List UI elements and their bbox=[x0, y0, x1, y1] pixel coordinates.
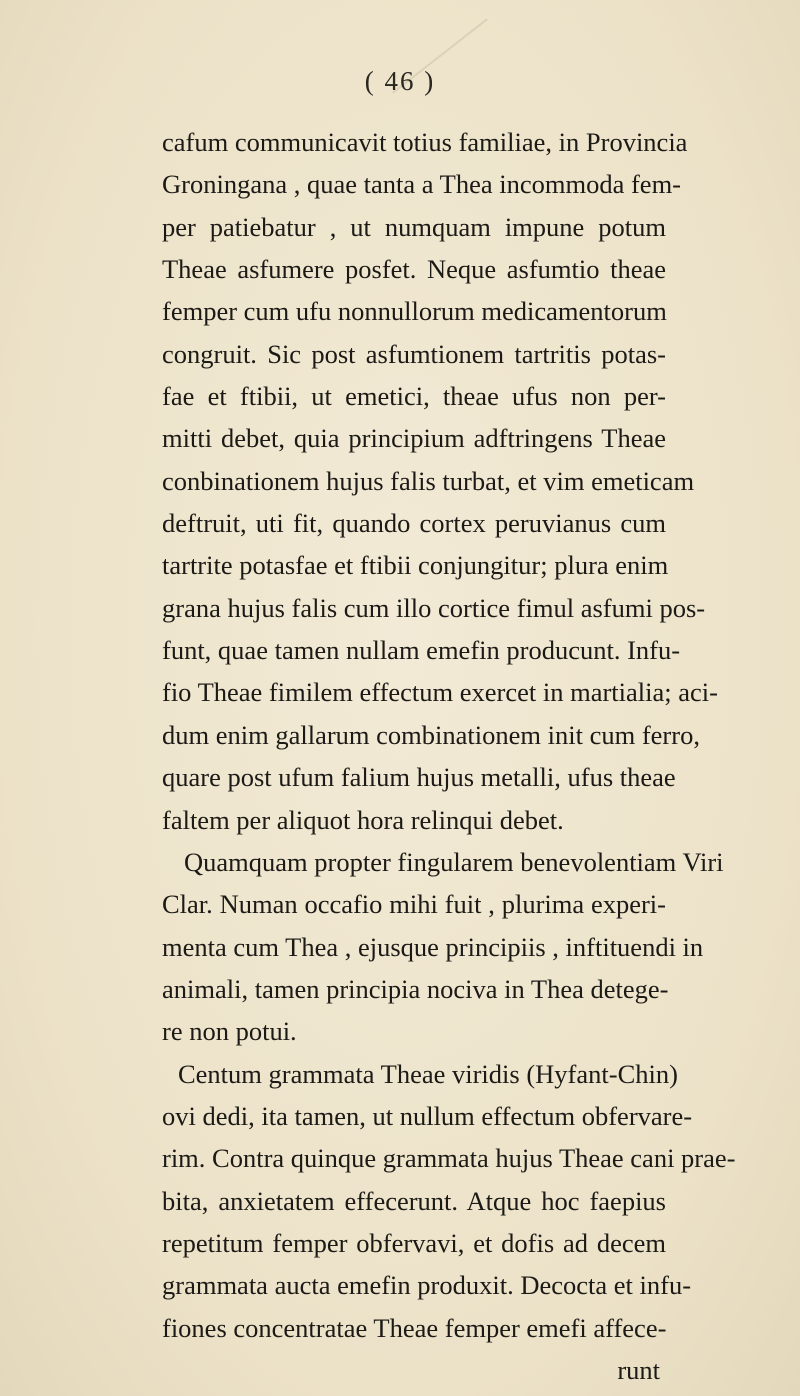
text-line: conbinationem hujus falis turbat, et vim emeticam bbox=[162, 465, 695, 496]
catchword: runt bbox=[617, 1354, 660, 1385]
text-line: repetitum femper obfervavi, et dofis ad decem bbox=[162, 1227, 666, 1258]
text-line: grana hujus falis cum illo cortice fimul asfumi pos- bbox=[162, 592, 706, 623]
text-line: Groningana , quae tanta a Thea incommoda fem- bbox=[162, 169, 682, 200]
text-line: fiones concentratae Theae femper emefi affece- bbox=[162, 1312, 667, 1343]
text-line: faltem per aliquot hora relinqui debet. bbox=[162, 804, 564, 835]
text-line: femper cum ufu nonnullorum medicamentorum bbox=[162, 296, 667, 327]
text-line: deftruit, uti fit, quando cortex peruvianus cum bbox=[162, 508, 666, 539]
text-line: animali, tamen principia nociva in Thea detege- bbox=[162, 973, 669, 1004]
text-line: re non potui. bbox=[162, 1016, 297, 1047]
text-line: cafum communicavit totius familiae, in Provincia bbox=[162, 127, 688, 157]
body-text bbox=[162, 121, 736, 1391]
text-line: dum enim gallarum combinationem init cum ferro, bbox=[162, 719, 700, 750]
text-line: Theae asfumere posfet. Neque asfumtio theae bbox=[162, 254, 666, 285]
text-line: ovi dedi, ita tamen, ut nullum effectum obfervare- bbox=[162, 1100, 693, 1131]
text-line: fae et ftibii, ut emetici, theae ufus non per- bbox=[162, 381, 666, 412]
text-line: rim. Contra quinque grammata hujus Theae cani prae- bbox=[162, 1143, 736, 1174]
text-line: menta cum Thea , ejusque principiis , inftituendi in bbox=[162, 931, 704, 962]
text-line: Centum grammata Theae viridis (Hyfant-Chin) bbox=[178, 1058, 678, 1089]
text-line: mitti debet, quia principium adftringens Theae bbox=[162, 423, 666, 454]
text-line: tartrite potasfae et ftibii conjungitur; plura enim bbox=[162, 550, 669, 581]
text-line: funt, quae tamen nullam emefin producunt. Infu- bbox=[162, 635, 681, 666]
text-line: per patiebatur , ut numquam impune potum bbox=[162, 211, 666, 242]
text-line: fio Theae fimilem effectum exercet in martialia; aci- bbox=[162, 677, 718, 708]
text-line: grammata aucta emefin produxit. Decocta et infu- bbox=[162, 1270, 692, 1301]
page-number: ( 46 ) bbox=[364, 66, 436, 96]
text-line: quare post ufum falium hujus metalli, ufus theae bbox=[162, 762, 676, 793]
text-line: Clar. Numan occafio mihi fuit , plurima experi- bbox=[162, 889, 666, 920]
text-line: congruit. Sic post asfumtionem tartritis potas- bbox=[162, 338, 666, 369]
text-line: Quamquam propter fingularem benevolentiam Viri bbox=[184, 846, 724, 877]
text-line: bita, anxietatem effecerunt. Atque hoc faepius bbox=[162, 1185, 666, 1216]
